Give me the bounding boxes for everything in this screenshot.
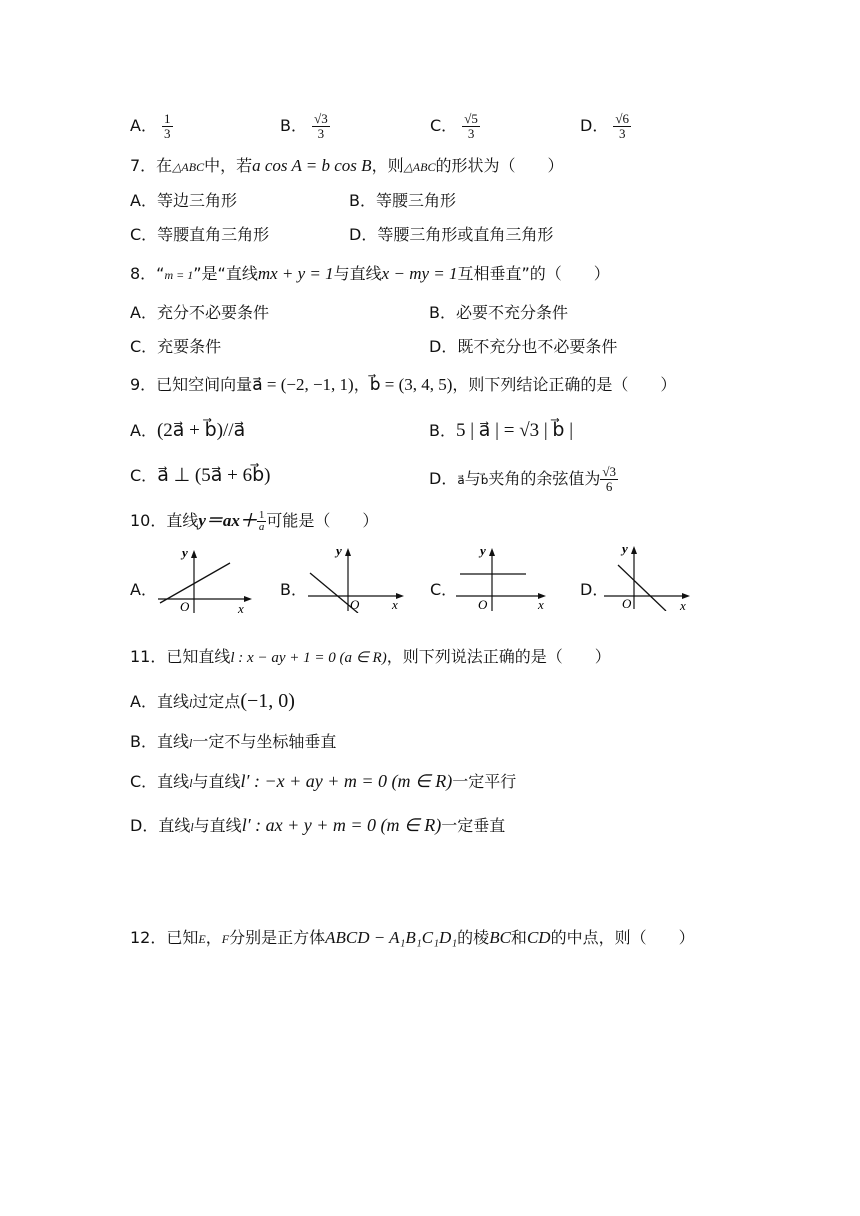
q8-option-c: C．充要条件: [130, 337, 222, 356]
fraction-denominator: 6: [605, 479, 613, 494]
q6-option-c-fraction: [462, 112, 480, 141]
q11-line-l: l: [189, 776, 193, 790]
fraction-numerator: √3: [314, 111, 328, 126]
q9-option-d-mid: 与: [464, 469, 481, 488]
y-axis-arrow: [345, 548, 351, 556]
q7-stem-mid: 中，若: [204, 156, 253, 175]
q10-fraction: [257, 510, 267, 533]
q12-edge-cd: CD: [526, 928, 551, 947]
graph-line: [160, 563, 230, 603]
q7-option-b: B．等腰三角形: [349, 191, 456, 210]
q11-equation: l : x − ay + 1 = 0 (a ∈ R): [230, 650, 387, 666]
q12-stem: [130, 927, 695, 950]
q9-option-d-fraction: [600, 465, 618, 494]
q11-option-a-mid: 过定点: [192, 692, 241, 711]
q7-triangle: △ABC: [172, 160, 205, 174]
x-axis-label: x: [680, 598, 686, 611]
q11-stem-suffix: ，则下列说法正确的是（ ）: [386, 647, 611, 666]
q9-option-b-label: B．: [429, 421, 456, 440]
q10-stem: [130, 510, 378, 533]
q7-triangle: △ABC: [403, 160, 436, 174]
x-axis-label: x: [538, 597, 544, 612]
y-axis-label: y: [480, 543, 486, 558]
q9-option-a-math: (2a⃗ + b⃗)//a⃗: [156, 420, 246, 441]
q12-stem-mid2: 的棱: [457, 928, 490, 947]
q11-line-l-prime: l′ : ax + y + m = 0 (m ∈ R): [241, 815, 442, 835]
q11-option-d-mid: 与直线: [193, 816, 242, 835]
q11-option-c-suffix: 一定平行: [452, 772, 517, 791]
q6-option-d: [580, 112, 631, 141]
fraction-denominator: 3: [164, 126, 171, 141]
q8-option-a: A．充分不必要条件: [130, 303, 269, 322]
q7-stem-suffix: 的形状为（ ）: [435, 156, 564, 175]
fraction-denominator: 3: [618, 126, 626, 141]
y-axis-arrow: [631, 546, 637, 554]
y-axis-arrow: [191, 550, 197, 558]
origin-label: O: [180, 599, 190, 614]
q6-option-d-fraction: [613, 112, 631, 141]
q9-option-a: [130, 420, 245, 442]
fraction-numerator: √6: [615, 111, 630, 126]
q10-option-d-label: D．: [580, 580, 609, 599]
q11-stem-prefix: 11．已知直线: [130, 647, 231, 666]
q9-option-b-math: 5 | a⃗ | = √3 | b⃗ |: [455, 420, 574, 441]
q7-stem-comma: ，则: [371, 156, 404, 175]
q11-option-b-text: 一定不与坐标轴垂直: [192, 732, 337, 751]
q12-edge-bc: BC: [489, 928, 511, 947]
q12-stem-suffix: 的中点，则（ ）: [550, 928, 695, 947]
q10-option-b-label: B．: [280, 580, 307, 599]
q8-stem-mid1: ”是“直线: [193, 264, 258, 283]
q9-option-c-math: a⃗ ⊥ (5a⃗ + 6b⃗): [157, 465, 271, 486]
y-axis-label: y: [622, 541, 628, 556]
q11-option-b-prefix: B．直线: [130, 732, 189, 751]
q11-option-a-prefix: A．直线: [130, 692, 189, 711]
q6-option-c: [430, 112, 480, 141]
q11-line-l-prime: l′ : −x + ay + m = 0 (m ∈ R): [240, 771, 453, 791]
q11-line-l: l: [188, 696, 193, 710]
fraction-numerator: √5: [464, 111, 478, 126]
q12-stem-prefix: 12．已知: [130, 928, 199, 947]
q11-line-l: l: [188, 736, 193, 750]
q6-option-c-label: C．: [430, 116, 458, 135]
q11-option-c: [130, 770, 516, 794]
q8-stem: [130, 263, 610, 286]
q11-line-l: l: [190, 820, 194, 834]
q6-option-b-fraction: [312, 112, 330, 141]
q9-stem-prefix: 9．已知空间向量: [130, 375, 253, 394]
q11-option-b: [130, 731, 336, 754]
q9-option-c-label: C．: [130, 466, 158, 485]
q9-option-d-vector-a: a⃗: [457, 473, 465, 487]
fraction-denominator: 3: [467, 126, 475, 141]
q10-graph-b: [300, 543, 410, 613]
q7-stem-prefix: 7．在: [130, 156, 173, 175]
q10-option-a-label: A．: [130, 580, 157, 599]
fraction-denominator: a: [258, 521, 265, 533]
q11-option-c-mid: 与直线: [192, 772, 241, 791]
q9-option-d-vector-b: b⃗: [480, 473, 489, 487]
q11-stem: [130, 646, 611, 669]
q10-equation: y＝ax＋: [198, 511, 257, 530]
fraction-numerator: 1: [164, 111, 171, 126]
q10-stem-suffix: 可能是（ ）: [266, 511, 379, 530]
q11-option-c-prefix: C．直线: [130, 772, 190, 791]
q11-option-a: [130, 690, 295, 714]
q12-cube: ABCD − A₁B₁C₁D₁: [325, 928, 458, 947]
q9-option-b: [429, 420, 573, 442]
q8-condition: m = 1: [164, 268, 194, 282]
q9-option-a-label: A．: [130, 421, 157, 440]
q10-graph-d: [600, 541, 700, 611]
q8-stem-suffix: 互相垂直”的（ ）: [457, 264, 610, 283]
y-axis-arrow: [489, 548, 495, 556]
q10-graph-c: [452, 543, 552, 613]
q6-option-d-label: D．: [580, 116, 609, 135]
q9-vector-b: b⃗ = (3, 4, 5): [369, 375, 453, 394]
q12-stem-mid1: 分别是正方体: [229, 928, 326, 947]
x-axis-arrow: [244, 596, 252, 602]
origin-label: O: [622, 596, 632, 611]
q9-stem-sep: ，: [353, 375, 370, 394]
q12-stem-sep: ，: [205, 928, 222, 947]
q10-stem-prefix: 10．直线: [130, 511, 199, 530]
q12-point-e: E: [198, 932, 206, 946]
q10-option-c-label: C．: [430, 580, 458, 599]
q8-stem-prefix: 8．“: [130, 264, 165, 283]
q8-line2: x − my = 1: [381, 264, 458, 283]
y-axis-label: y: [336, 543, 342, 558]
x-axis-label: x: [238, 601, 244, 615]
q6-option-a: [130, 112, 173, 141]
q9-stem-suffix: ，则下列结论正确的是（ ）: [452, 375, 677, 394]
q8-option-d: D．既不充分也不必要条件: [429, 337, 618, 356]
q6-option-a-fraction: [162, 112, 173, 141]
q9-option-d: [429, 465, 618, 494]
q6-option-b-label: B．: [280, 116, 307, 135]
q7-condition: a cos A = b cos B: [252, 156, 372, 175]
q6-option-b: [280, 112, 330, 141]
q11-option-d-prefix: D．直线: [130, 816, 191, 835]
q9-option-c: [130, 465, 270, 487]
q7-stem: [130, 155, 564, 178]
q9-option-d-label: D．: [429, 469, 458, 488]
q8-stem-mid2: 与直线: [333, 264, 382, 283]
q7-option-c: C．等腰直角三角形: [130, 225, 270, 244]
origin-label: O: [478, 597, 488, 612]
q7-option-a: A．等边三角形: [130, 191, 237, 210]
q8-option-b: B．必要不充分条件: [429, 303, 568, 322]
q10-graph-a: [156, 545, 256, 615]
fraction-numerator: √3: [602, 464, 616, 479]
fraction-denominator: 3: [317, 126, 325, 141]
q8-line1: mx + y = 1: [257, 264, 334, 283]
y-axis-label: y: [182, 545, 188, 560]
q11-option-d: [130, 814, 505, 838]
q6-option-a-label: A．: [130, 116, 157, 135]
q12-point-f: F: [221, 932, 230, 946]
q11-fixed-point: (−1, 0): [240, 690, 295, 712]
q11-option-d-suffix: 一定垂直: [441, 816, 506, 835]
x-axis-label: x: [392, 597, 398, 612]
fraction-numerator: 1: [258, 509, 265, 521]
origin-label: O: [350, 597, 360, 612]
q9-stem: [130, 374, 676, 396]
q9-vector-a: a⃗ = (−2, −1, 1): [252, 375, 354, 394]
q9-option-d-text: 夹角的余弦值为: [488, 469, 601, 488]
q12-stem-and: 和: [510, 928, 527, 947]
q7-option-d: D．等腰三角形或直角三角形: [349, 225, 554, 244]
